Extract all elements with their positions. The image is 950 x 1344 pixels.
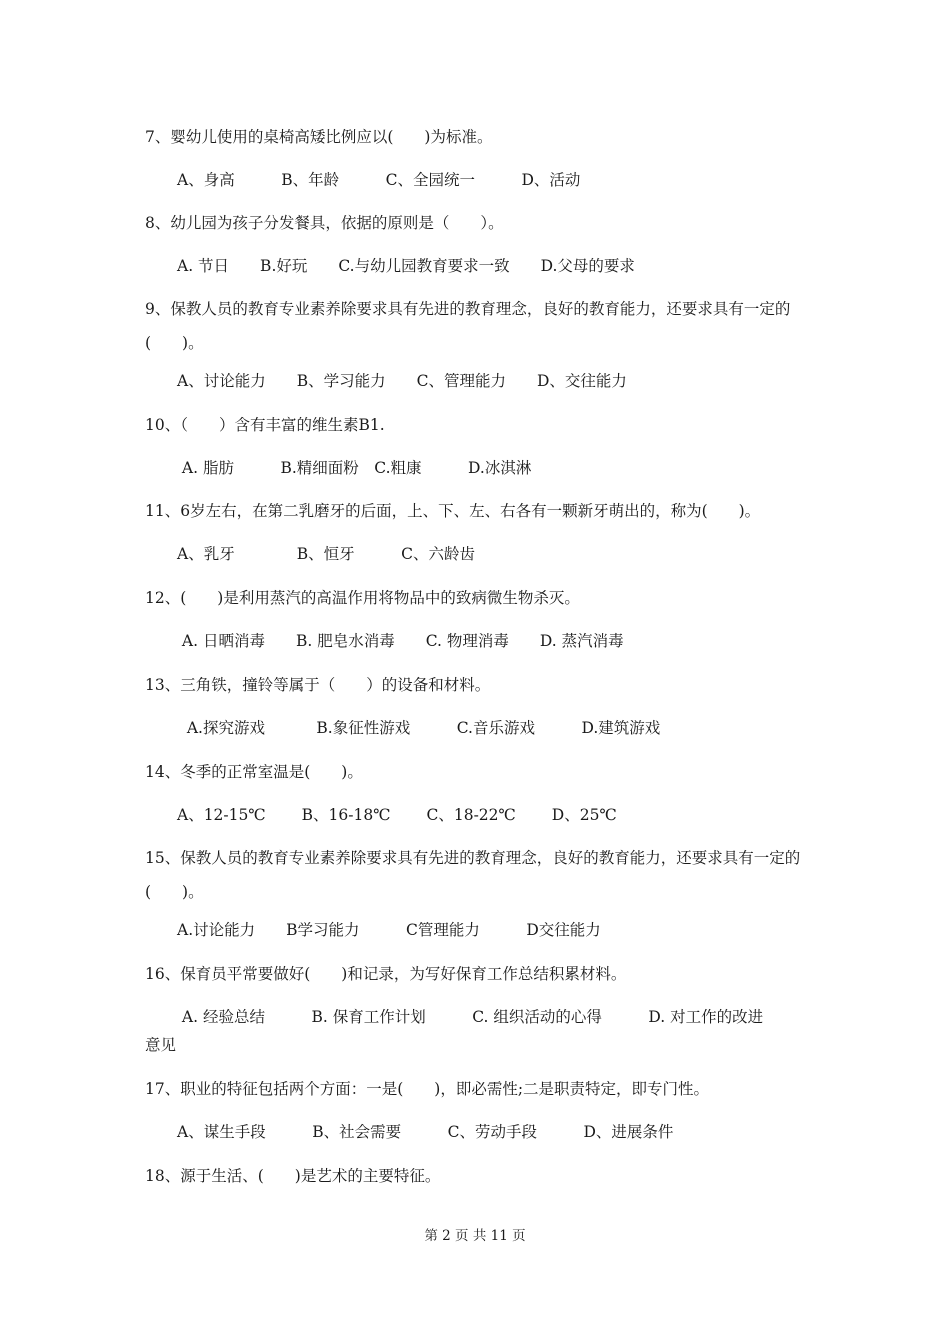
question-13-options: A.探究游戏 B.象征性游戏 C.音乐游戏 D.建筑游戏 (177, 719, 661, 737)
question-8-options: A. 节日 B.好玩 C.与幼儿园教育要求一致 D.父母的要求 (177, 257, 635, 275)
question-8: 8、幼儿园为孩子分发餐具，依据的原则是（ ）。 (145, 214, 504, 232)
question-12: 12、( )是利用蒸汽的高温作用将物品中的致病微生物杀灭。 (145, 589, 580, 607)
question-10-options: A. 脂肪 B.精细面粉 C.粗康 D.冰淇淋 (177, 459, 532, 477)
question-16: 16、保育员平常要做好( )和记录，为写好保育工作总结积累材料。 (145, 965, 627, 983)
question-17-options: A、谋生手段 B、社会需要 C、劳动手段 D、进展条件 (177, 1123, 674, 1141)
question-10: 10、（ ）含有丰富的维生素B1. (145, 416, 385, 434)
question-9: 9、保教人员的教育专业素养除要求具有先进的教育理念，良好的教育能力，还要求具有一定的( )。 (145, 300, 791, 352)
question-11-options: A、乳牙 B、恒牙 C、六龄齿 (177, 545, 475, 563)
question-15: 15、保教人员的教育专业素养除要求具有先进的教育理念，良好的教育能力，还要求具有一定的( )。 (145, 849, 801, 901)
question-7: 7、婴幼儿使用的桌椅高矮比例应以( )为标准。 (145, 128, 493, 146)
question-9-options: A、讨论能力 B、学习能力 C、管理能力 D、交往能力 (177, 372, 627, 390)
question-17: 17、职业的特征包括两个方面：一是( )，即必需性;二是职责特定，即专门性。 (145, 1080, 710, 1098)
question-13: 13、三角铁，撞铃等属于（ ）的设备和材料。 (145, 676, 491, 694)
question-15-options: A.讨论能力 B学习能力 C管理能力 D交往能力 (177, 921, 601, 939)
question-14: 14、冬季的正常室温是( )。 (145, 763, 363, 781)
page-footer: 第 2 页 共 11 页 (424, 1228, 526, 1244)
question-16-options-continuation: 意见 (145, 1036, 177, 1054)
question-14-options: A、12-15℃ B、16-18℃ C、18-22℃ D、25℃ (177, 806, 617, 824)
question-11: 11、6岁左右，在第二乳磨牙的后面，上、下、左、右各有一颗新牙萌出的，称为( )。 (145, 502, 761, 520)
question-7-options: A、身高 B、年龄 C、全园统一 D、活动 (177, 171, 581, 189)
question-16-options: A. 经验总结 B. 保育工作计划 C. 组织活动的心得 D. 对工作的改进 (177, 1008, 764, 1026)
question-12-options: A. 日晒消毒 B. 肥皂水消毒 C. 物理消毒 D. 蒸汽消毒 (177, 632, 624, 650)
question-18: 18、源于生活、( )是艺术的主要特征。 (145, 1167, 441, 1185)
